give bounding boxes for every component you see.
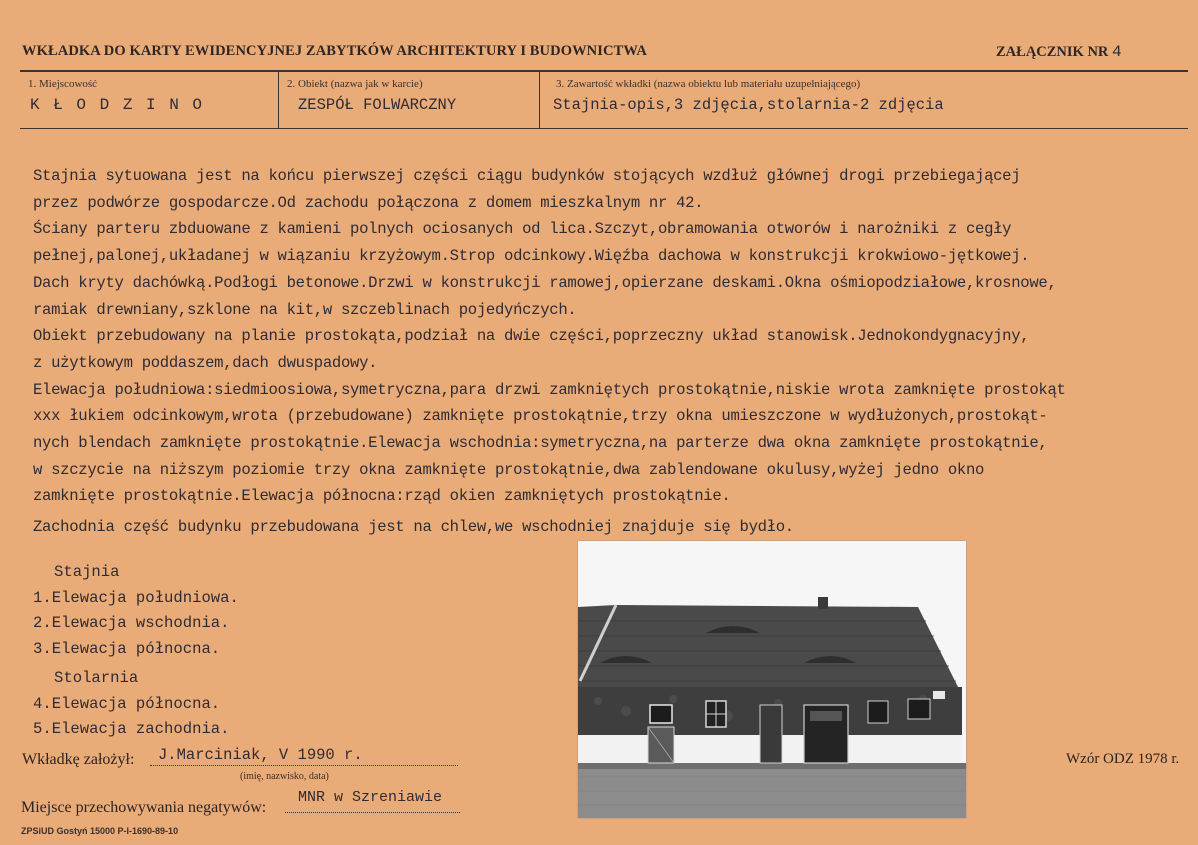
photo-list-item: 5.Elewacja zachodnia.: [33, 720, 230, 738]
storage-dotted-line: [285, 812, 460, 813]
description-line: Zachodnia część budynku przebudowana jest na chlew,we wschodniej znajduje się bydło.: [33, 518, 794, 537]
header-bottom-rule: [20, 128, 1188, 129]
photo-list-item: 1.Elewacja południowa.: [33, 589, 239, 607]
building-photo: [578, 541, 966, 818]
photo-list-item: 3.Elewacja północna.: [33, 640, 221, 658]
place-label: 1. Miejscowość: [28, 78, 98, 90]
photo-group-title-stajnia: Stajnia: [54, 563, 120, 581]
header-divider-1: [278, 72, 279, 128]
storage-value: MNR w Szreniawie: [298, 789, 443, 806]
description-line: w szczycie na niższym poziomie trzy okna zamknięte prostokątnie,dwa zablendowane okulusy,wyżej jedno okno: [33, 460, 985, 479]
contents-value: Stajnia-opis,3 zdjęcia,stolarnia-2 zdjęcia: [553, 96, 944, 114]
object-value: ZESPÓŁ FOLWARCZNY: [298, 96, 457, 114]
contents-label: 3. Zawartość wkładki (nazwa obiektu lub materiału uzupełniającego): [556, 78, 861, 90]
place-value: K Ł O D Z I N O: [30, 96, 205, 114]
header-divider-2: [539, 72, 540, 128]
description-line: Stajnia sytuowana jest na końcu pierwszej części ciągu budynków stojących wzdłuż głównej drogi przebiegającej: [33, 167, 1021, 185]
storage-label: Miejsce przechowywania negatywów:: [21, 799, 267, 816]
author-caption: (imię, nazwisko, data): [240, 771, 329, 782]
description-line: xxx łukiem odcinkowym,wrota (przebudowane) zamknięte prostokątnie,trzy okna umieszczone w wydłużonych,prostokąt-: [33, 407, 1048, 426]
description-line: pełnej,palonej,układanej w wiązaniu krzyżowym.Strop odcinkowy.Więźba dachowa w konstrukcji krokwiowo-jętkowej.: [33, 247, 1030, 266]
description-line: Dach kryty dachówką.Podłogi betonowe.Drzwi w konstrukcji ramowej,opierzane deskami.Okna ośmiopodziałowe,krosnowe,: [33, 273, 1057, 292]
attachment-label-text: ZAŁĄCZNIK NR: [996, 44, 1109, 60]
building-photo-image: [578, 541, 966, 818]
attachment-number: 4: [1112, 43, 1122, 61]
author-dotted-line: [150, 765, 458, 766]
author-label: Wkładkę założył:: [22, 751, 135, 768]
author-value: J.Marciniak, V 1990 r.: [158, 746, 363, 764]
header-top-rule: [20, 70, 1188, 72]
description-line: Elewacja południowa:siedmioosiowa,symetryczna,para drzwi zamkniętych prostokątnie,niskie wrota zamknięte prostokąt: [33, 380, 1066, 399]
object-label: 2. Obiekt (nazwa jak w karcie): [287, 78, 423, 90]
template-note: Wzór ODZ 1978 r.: [1066, 751, 1180, 767]
description-line: z użytkowym poddaszem,dach dwuspadowy.: [33, 353, 378, 372]
description-line: Obiekt przebudowany na planie prostokąta,podział na dwie części,poprzeczny układ stanowisk.Jednokondygnacyjny,: [33, 327, 1030, 346]
photo-list-item: 2.Elewacja wschodnia.: [33, 614, 230, 632]
description-line: ramiak drewniany,szklone na kit,w szczeblinach pojedyńczych.: [33, 300, 577, 319]
photo-group-title-stolarnia: Stolarnia: [54, 669, 139, 687]
description-text: [33, 163, 1066, 541]
attachment-label: [996, 43, 1122, 61]
print-note: ZPSiUD Gostyń 15000 P-I-1690-89-10: [21, 826, 179, 836]
description-line: nych blendach zamknięte prostokątnie.Elewacja wschodnia:symetryczna,na parterze dwa okna zamknięte prostokątnie,: [33, 434, 1048, 453]
photo-list-item: 4.Elewacja północna.: [33, 695, 221, 713]
form-title: WKŁADKA DO KARTY EWIDENCYJNEJ ZABYTKÓW ARCHITEKTURY I BUDOWNICTWA: [22, 43, 647, 59]
description-line: Ściany parteru zbduowane z kamieni polnych ociosanych od lica.Szczyt,obramowania otworów i narożniki z cegły: [33, 220, 1012, 239]
description-line: zamknięte prostokątnie.Elewacja północna:rząd okien zamkniętych prostokątnie.: [33, 487, 731, 506]
description-line: przez podwórze gospodarcze.Od zachodu połączona z domem mieszkalnym nr 42.: [33, 193, 704, 212]
